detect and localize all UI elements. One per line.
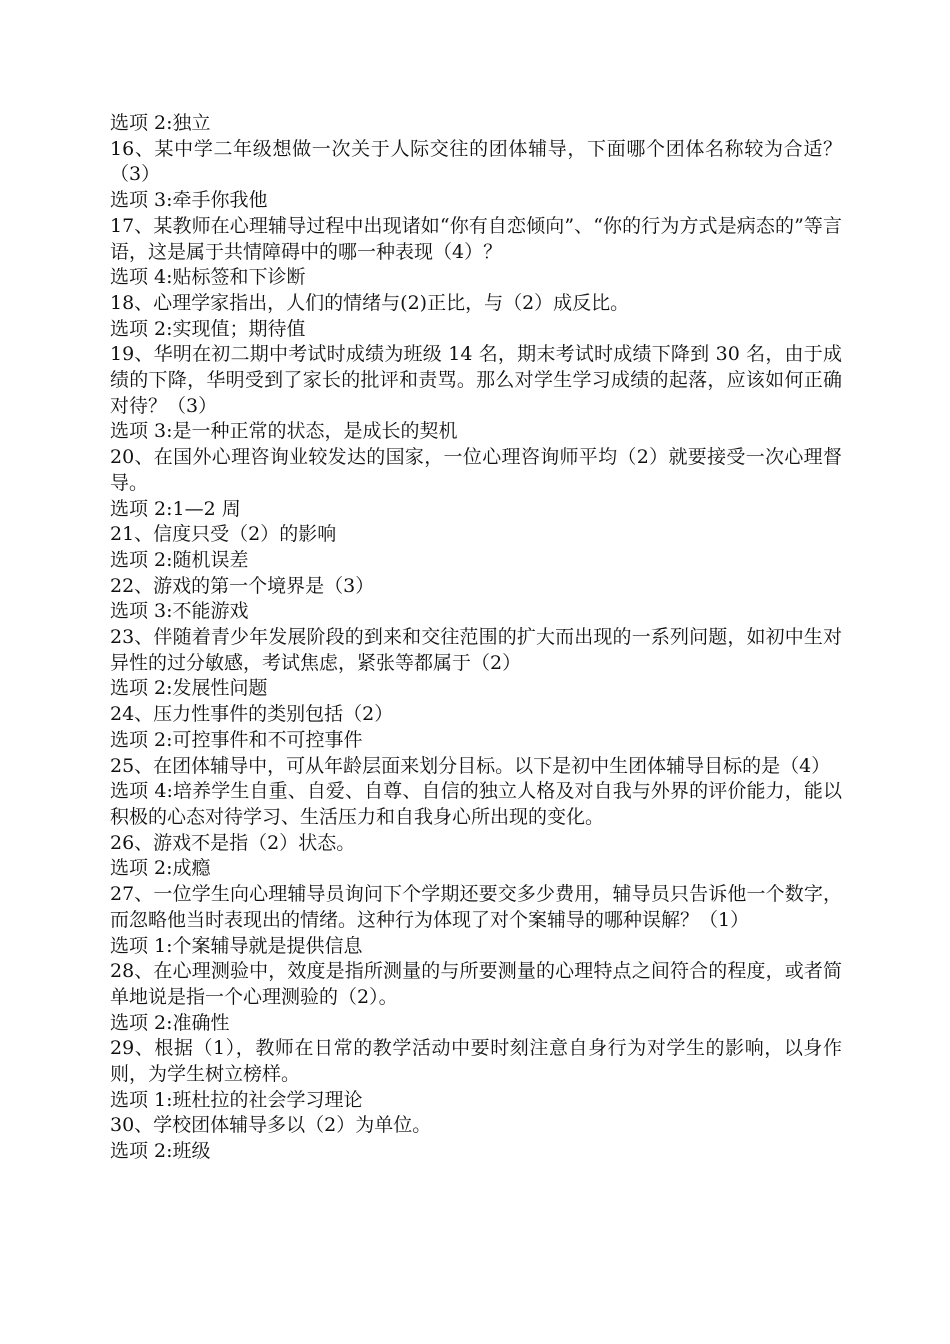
question-line: 26、游戏不是指（2）状态。 bbox=[110, 831, 356, 854]
answer-line: 选项 2:成瘾 bbox=[110, 857, 211, 880]
question-line: 19、华明在初二期中考试时成绩为班级 14 名，期末考试时成绩下降到 30 名，由于成绩的下降，华明受到了家长的批评和责骂。那么对学生学习成绩的起落，应该如何正确对待？（3） bbox=[110, 343, 842, 417]
answer-line: 选项 2:实现值；期待值 bbox=[110, 317, 306, 340]
question-line: 29、根据（1），教师在日常的教学活动中要时刻注意自身行为对学生的影响，以身作则，为学生树立榜样。 bbox=[110, 1037, 842, 1086]
answer-line: 选项 4:培养学生自重、自爱、自尊、自信的独立人格及对自我与外界的评价能力，能以积极的心态对待学习、生活压力和自我身心所出现的变化。 bbox=[110, 780, 842, 828]
answer-line: 选项 2:班级 bbox=[110, 1140, 211, 1163]
question-line: 22、游戏的第一个境界是（3） bbox=[110, 574, 375, 597]
question-line: 21、信度只受（2）的影响 bbox=[110, 523, 337, 546]
question-line: 20、在国外心理咨询业较发达的国家，一位心理咨询师平均（2）就要接受一次心理督导。 bbox=[110, 446, 842, 494]
question-line: 27、一位学生向心理辅导员询问下个学期还要交多少费用，辅导员只告诉他一个数字，而忽略他当时表现出的情绪。这种行为体现了对个案辅导的哪种误解？（1） bbox=[110, 883, 842, 931]
question-line: 17、某教师在心理辅导过程中出现诸如“你有自恋倾向”、“你的行为方式是病态的”等言语，这是属于共情障碍中的哪一种表现（4）？ bbox=[110, 214, 842, 263]
question-line: 18、心理学家指出，人们的情绪与(2)正比，与（2）成反比。 bbox=[110, 291, 630, 314]
answer-line: 选项 3:牵手你我他 bbox=[110, 189, 268, 212]
answer-line: 选项 2:1—2 周 bbox=[110, 497, 241, 520]
answer-line: 选项 3:不能游戏 bbox=[110, 600, 249, 623]
answer-line: 选项 1:个案辅导就是提供信息 bbox=[110, 934, 363, 957]
question-line: 23、伴随着青少年发展阶段的到来和交往范围的扩大而出现的一系列问题，如初中生对异性的过分敏感，考试焦虑，紧张等都属于（2） bbox=[110, 626, 842, 674]
answer-line: 选项 2:发展性问题 bbox=[110, 677, 268, 700]
question-line: 24、压力性事件的类别包括（2） bbox=[110, 703, 394, 726]
answer-line: 选项 4:贴标签和下诊断 bbox=[110, 266, 306, 289]
document-page bbox=[110, 111, 842, 1165]
answer-line: 选项 3:是一种正常的状态，是成长的契机 bbox=[110, 420, 458, 443]
question-line: 28、在心理测验中，效度是指所测量的与所要测量的心理特点之间符合的程度，或者简单地说是指一个心理测验的（2）。 bbox=[110, 960, 842, 1008]
answer-line: 选项 1:班杜拉的社会学习理论 bbox=[110, 1088, 363, 1111]
answer-line: 选项 2:准确性 bbox=[110, 1011, 230, 1034]
question-line: 16、某中学二年级想做一次关于人际交往的团体辅导，下面哪个团体名称较为合适？（3） bbox=[110, 137, 842, 186]
question-line: 25、在团体辅导中，可从年龄层面来划分目标。以下是初中生团体辅导目标的是（4） bbox=[110, 754, 831, 777]
answer-line: 选项 2:随机误差 bbox=[110, 548, 249, 571]
answer-line: 选项 2:可控事件和不可控事件 bbox=[110, 728, 363, 751]
question-line: 30、学校团体辅导多以（2）为单位。 bbox=[110, 1114, 432, 1137]
answer-line: 选项 2:独立 bbox=[110, 112, 211, 134]
